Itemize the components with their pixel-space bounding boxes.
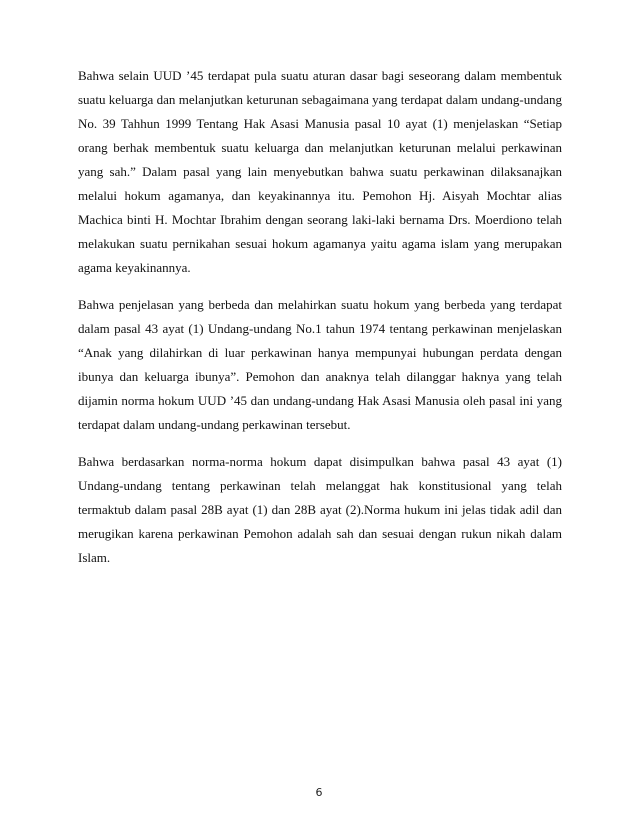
body-text — [78, 64, 562, 583]
paragraph-3: Bahwa berdasarkan norma-norma hokum dapat disimpulkan bahwa pasal 43 ayat (1) Undang-undang tentang perkawinan telah melanggat hak konstitusional yang telah termaktub dalam pasal 28B ayat (1) dan 28B ayat (2).Norma hukum ini jelas tidak adil dan merugikan karena perkawinan Pemohon adalah sah dan sesuai dengan rukun nikah dalam Islam. — [78, 454, 562, 565]
paragraph-2: Bahwa penjelasan yang berbeda dan melahirkan suatu hokum yang berbeda yang terdapat dalam pasal 43 ayat (1) Undang-undang No.1 tahun 1974 tentang perkawinan menjelaskan “Anak yang dilahirkan di luar perkawinan hanya mempunyai hubungan perdata dengan ibunya dan keluarga ibunya”. Pemohon dan anaknya telah dilanggar haknya yang telah dijamin norma hokum UUD ’45 dan undang-undang Hak Asasi Manusia oleh pasal ini yang terdapat dalam undang-undang perkawinan tersebut. — [78, 297, 562, 432]
page-number: 6 — [315, 786, 323, 799]
paragraph-1: Bahwa selain UUD ’45 terdapat pula suatu aturan dasar bagi seseorang dalam membentuk suatu keluarga dan melanjutkan keturunan sebagaimana yang terdapat dalam undang-undang No. 39 Tahhun 1999 Tentang Hak Asasi Manusia pasal 10 ayat (1) menjelaskan “Setiap orang berhak membentuk suatu keluarga dan melanjutkan keturunan melalui perkawinan yang sah.” Dalam pasal yang lain menyebutkan bahwa suatu perkawinan dilaksanajkan melalui hokum agamanya, dan keyakinannya itu. Pemohon Hj. Aisyah Mochtar alias Machica binti H. Mochtar Ibrahim dengan seorang laki-laki bernama Drs. Moerdiono telah melakukan suatu pernikahan sesuai hokum agamanya yaitu agama islam yang merupakan agama keyakinannya. — [78, 68, 562, 275]
